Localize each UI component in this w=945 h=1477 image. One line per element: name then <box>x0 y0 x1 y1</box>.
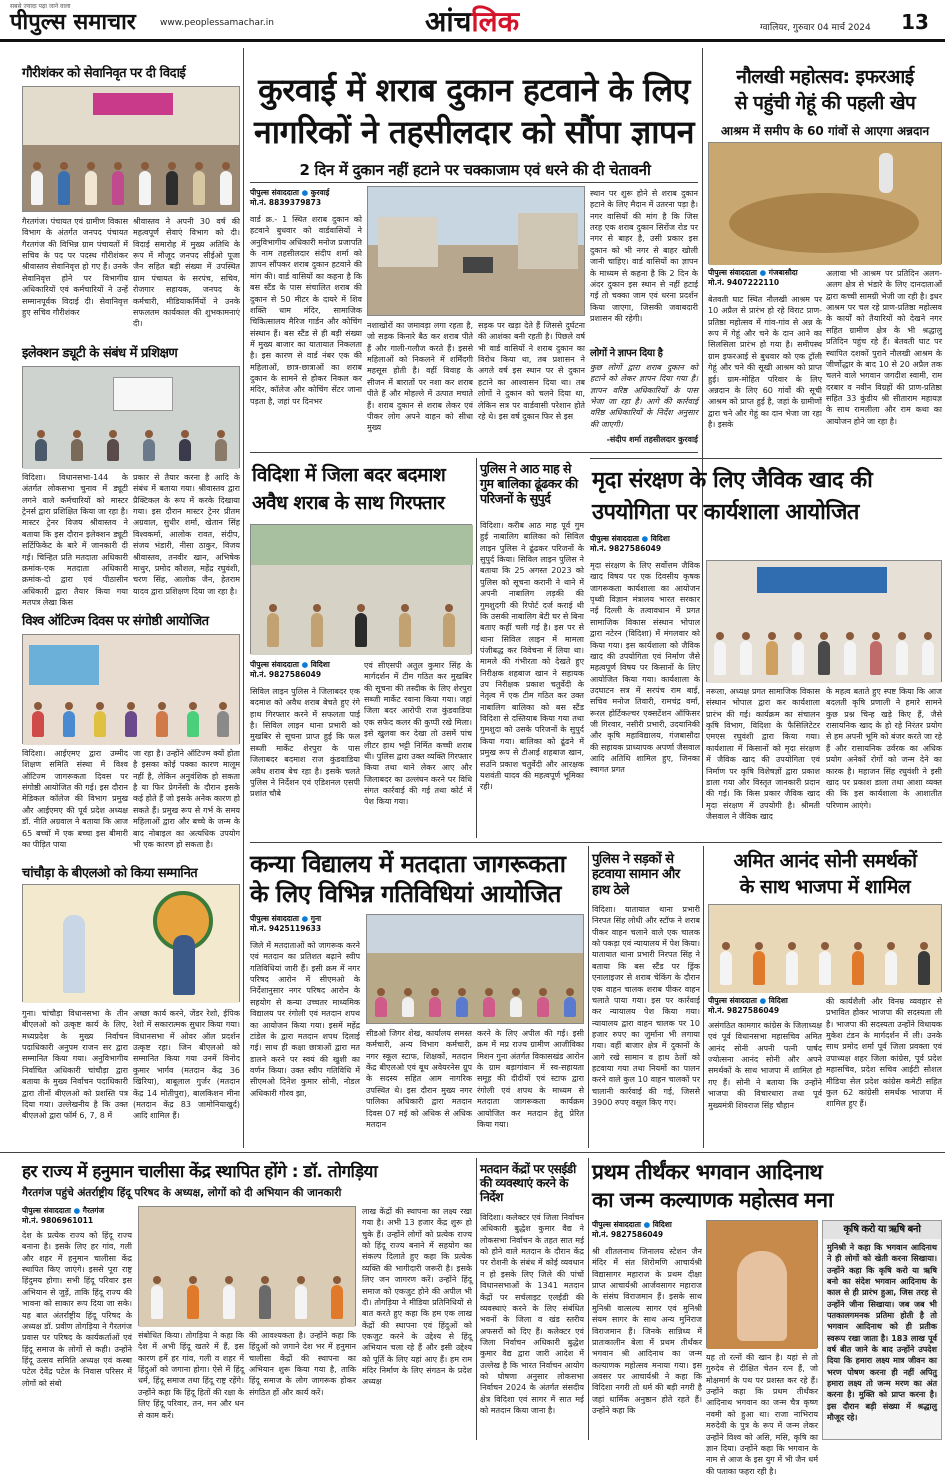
mrida-byline-place: विदिशा <box>650 534 670 543</box>
autism-body-right: जा रहा है। उन्होंने ऑटिज्म क्यों होता है इसका कोई पक्का कारण मालूम नहीं है, लेकिन अनुवंशिक हो सकता है या फिर प्रेगनेंसी के दौरान इसके कई होते हैं जो इसके अनेक कारण हो सकते हैं। प्रमुख रूप से गर्भ के समय महिलाओं द्वारा और बच्चे के जन्म के बाद नोबाइल का अत्यधिक उपयोग भी एक कारण हो सकता है। <box>133 749 240 849</box>
banner-shape <box>93 93 173 115</box>
kurwai-headline-line1: कुरवाई में शराब दुकान हटवाने के लिए <box>258 71 690 109</box>
rally-photo <box>366 914 584 1024</box>
page-number: 13 <box>901 10 929 34</box>
byline-dot-icon: ● <box>641 534 649 543</box>
amit-headline-line2: के साथ भाजपा में शामिल <box>739 876 911 898</box>
hanuman-byline <box>22 1206 132 1226</box>
jila-badar-byline-place: विदिशा <box>310 660 330 669</box>
kurwai-col2: नशाखोरों का जमावड़ा लगा रहता है, जो सड़क किनारे बैठ कर शराब पीते हैं और गाली-गलौज करते हैं। इससे महिलाओं को निकलने में शर्मिंदगी महसूस होती है। वहीं विवाह के सीजन में बारातों पर नशा कर शराब पीते हैं और मोहल्ले में उत्पात मचाते हैं। शराब दुकान से शराब लेकर एवं पीकर लोग अपने वाहन को सीधा मुख्य <box>367 321 473 433</box>
naulakhi-subheadline: आश्रम में समीप के 60 गांवों से आएगा अन्नदान <box>720 124 930 138</box>
hanuman-col2: संबोधित किया। तोगड़िया ने कहा कि देश में अभी हिंदू खतरे में हैं, इस कारण हमें हर गांव, गली व शहर में हिंदुओं को जगाना होगा। ऐसे में हिंदू धर्म, हिंदू समाज तथा हिंदू राष्ट्र रहेंगे। उन्होंने कहा कि हिंदू हितों की रक्षा के लिए हिंदू परिवार, तन, मन और धन से काम करें। <box>138 1331 244 1420</box>
naulakhi-byline <box>708 268 824 288</box>
jila-badar-byline-name: पीपुल्स संवाददाता <box>250 660 299 669</box>
byline-dot-icon: ● <box>301 914 309 923</box>
person-right <box>173 935 195 995</box>
adinath-col2: यह तो रत्नों की खान है। यहां से तो गुरुदेव से दीक्षित चेतन रत्न हैं, जो मोक्षमार्ग के पथ पर प्रशस्त कर रहे हैं। उन्होंने कहा कि प्रथम तीर्थंकर आदिनाथ भगवान का जन्म चैत्र कृष्ण नवमी को हुआ था। राजा नाभिराय मरुदेवी के पुत्र के रूप में जन्म लेकर उन्होंने विश्व को असि, मसि, कृषि का ज्ञान दिया। उन्होंने कहा कि भगवान के नाम से आज के इस युग में भी जैन धर्म की पताका फहरा रही है। <box>706 1353 818 1476</box>
mrida-byline <box>590 534 700 554</box>
column-rule <box>588 846 589 1148</box>
chanchoda-headline: चांचौड़ा के बीएलओ को किया सम्मानित <box>22 866 198 881</box>
building-right <box>518 213 578 269</box>
amit-headline-line1: अमित आनंद सोनी समर्थकों <box>733 850 917 872</box>
dateline: ग्वालियर, गुरुवार 04 मार्च 2024 <box>760 23 871 33</box>
kanya-headline-line2: के लिए विभिन्न गतिविधियां आयोजित <box>250 880 561 908</box>
brand-logo: पीपुल्स समाचार <box>10 9 136 35</box>
kurwai-headline-line2: नागरिकों ने तहसीलदार को सौंपा ज्ञापन <box>254 113 694 151</box>
gaurishankar-body-right: श्रीवास्तव ने अपनी 30 वर्ष की महत्वपूर्ण सेवाएं विभाग को दी। विदाई समारोह में मुख्य अतिथि के रूप में मौजूद जनपद सीईओ पूजा जैन सहित बड़ी संख्या में उपस्थित ग्राम पंचायत के सरपंच, सचिव, रोजगार सहायक, जनपद के कर्मचारी, मीडियाकर्मियों ने उनके सफलतम कार्यकाल की शुभकामनाएं दी। <box>133 217 240 329</box>
kurwai-quote-by: -संदीप शर्मा तहसीलदार कुरवाई <box>606 435 698 444</box>
byline-dot-icon: ● <box>643 1220 651 1229</box>
kurwai-mobile: मो.नं. 8839379873 <box>250 197 322 207</box>
mrida-col2: नरूला, अध्यक्ष प्रगत सामाजिक विकास संस्थान भोपाल द्वारा कर कार्यशाला प्रारंभ की गई। कार्यक्रम का संचालन कृषि विभाग, विदिशा के फैसिलिटेटर एमएस रघुवंशी द्वारा किया गया। कार्यशाला में किसानों को मृदा संरक्षण में जैविक खाद की उपयोगिता एवं निर्माण पर कृषि विशेषज्ञों द्वारा प्रकाश डाला गया और विस्तृत जानकारी प्रदान की गई। कि किस प्रकार जैविक खाद मृदा संरक्षण में उपयोगी है। श्रीमती जैसवाल ने जैविक खाद <box>706 687 820 821</box>
kurwai-byline-place: कुरवाई <box>310 188 330 197</box>
kurwai-col1: वार्ड क्र.- 1 स्थित शराब दुकान को हटवाने बुधवार को वार्डवासियों ने अनुविभागीय अधिकारी मनोज प्रजापति के नाम तहसीलदार संदीप शर्मा को ज्ञापन सौंपकर शराब दुकान हटवाने की मांग की। वार्ड वासियों का कहना है कि बस स्टैंड के पास संचालित शराब की दुकान से 50 मीटर के दायरे में शिव शक्ति धाम मंदिर, सामाजिक चिकित्सालय मैरिज गार्डन और कोचिंग संस्थान हैं। बस स्टैंड से ही बड़ी संख्या में मुख्य बाजार का यातायात निकलता है। इस कारण से वार्ड नंबर एक की महिलाओं, छात्र-छात्राओं का शराब दुकान के सामने से होकर निकल कर मंदिर, कॉलेज और कोचिंग सेंटर जाना पड़ता है, जहां पर दिनभर <box>250 215 362 406</box>
mrida-headline-line1: मृदा संरक्षण के लिए जैविक खाद की <box>592 468 873 493</box>
election-body-left: विदिशा। विधानसभा-144 के अंतर्गत लोकसभा चुनाव में ड्यूटी लगने वाले कर्मचारियों को मास्टर ट्रेनर्स द्वारा प्रशिक्षित किया जा रहा है। मास्टर ट्रेनर विजय श्रीवास्तव ने बताया कि इस दौरान इलेक्शन ड्यूटी सर्टिफिकेट के बारे में जानकारी दी गई। चिन्हित प्रति मतदाता अधिकारी क्रमांक-एक मतदाता अधिकारी क्रमांक-दो द्वारा एवं पीठासीन अधिकारी द्वारा तैयार किया गया मतपत्र लेखा किस <box>22 473 128 607</box>
jila-badar-mobile: मो.नं. 9827586049 <box>250 669 322 679</box>
section-title-part-a: आंच <box>425 5 472 38</box>
row-rule <box>590 458 942 459</box>
naulakhi-headline-line1: नौलखी महोत्सव: इफरआई <box>736 66 914 88</box>
byline-dot-icon: ● <box>301 660 309 669</box>
mrida-col1: मृदा संरक्षण के लिए सर्वोत्तम जैविक खाद विषय पर एक दिवसीय कृषक जागरूकता कार्यशाला का आयोजन पृथ्वी विज्ञान मंत्रालय भारत सरकार नई दिल्ली के तत्वावधान में प्रगत सामाजिक विकास संस्थान भोपाल द्वारा नटेरन (विदिशा) में मंगलवार को किया गया। इस कार्यशाला को जैविक खाद की उपयोगिता एवं निर्माण जैसे महत्वपूर्ण विषय पर किसानों के लिए आयोजित किया गया। कार्यशाला के उदघाटन सत्र में सरपंच राम बाई, सचिव मनोज तिवारी, रामचंद्र वर्मा, रूरल होर्टिकल्चर एक्सटेंशन ऑफिसर जी गिरवार, नसीरी प्रभारी, उदयानिकी और कृषि महाविद्यालय, गंजबासौदा की सहायक प्राध्यापक अपर्णा जैसवाल आदि अतिथि शामिल हुए, जिनका स्वागत प्रगत <box>590 561 700 775</box>
adinath-byline <box>592 1220 702 1240</box>
mrida-headline-line2: उपयोगिता पर कार्यशाला आयोजित <box>592 500 859 525</box>
adinath-byline-name: पीपुल्स संवाददाता <box>592 1220 641 1229</box>
section-title-part-b: लिक <box>471 5 520 38</box>
mrida-col3: के महत्व बताते हुए स्पष्ट किया कि आज बदलती कृषि प्रणाली ने हमारे सामने कुछ प्रश्न चिन्ह खड़े किए हैं, जैसे रासायनिक खाद के हो रहे निरंतर प्रयोग से हम अपनी भूमि को बंजर करते जा रहे हैं और रासायनिक उर्वरक का अधिक प्रयोग अनेकों रोगों को जन्म देने का कारक है। महाजन सिंह रघुवंशी ने इसी खाद पर प्रकाश डाला तथा आशा व्यक्त की कि इस कार्यशाला के आशातीत परिणाम आएंगे। <box>826 687 942 810</box>
kurwai-col4: स्थान पर शुरू होने से शराब दुकान हटाने के लिए मैदान में उतरना पड़ा है। नगर वासियों की मांग है कि जिस तरह एक शराब दुकान सिरोंज रोड पर नगर से बाहर है, उसी प्रकार इस दुकान को भी नगर से बाहर खोली जानी चाहिए। वार्ड वासियों का ज्ञापन के माध्यम से कहना है कि 2 दिन के अंदर दुकान इस स्थान से नहीं हटाई गई तो चक्का जाम एवं धरना प्रदर्शन किया जाएगा, जिसकी जवाबदारी प्रशासन की रहेगी। <box>590 189 698 323</box>
row-rule <box>250 842 942 843</box>
poster-shape <box>29 645 99 685</box>
banner-shape <box>757 567 887 593</box>
wheat-pile <box>729 193 919 253</box>
wall-shape <box>251 525 473 565</box>
naulakhi-byline-name: पीपुल्स संवाददाता <box>708 268 757 277</box>
hanuman-col3: लाख केंद्रों की स्थापना का लक्ष्य रखा गया है। अभी 13 हजार केंद्र शुरू हो चुके हैं। उन्होंने लोगों को प्रत्येक राज्य को हिंदू राज्य बनाने में सहयोग का संकल्प दिलाते हुए कहा कि प्रत्येक व्यक्ति की भागीदारी जरूरी है। इसके लिए जन जागरण करें। उन्होंने हिंदू समाज को एकजुट होने की अपील भी दी। तोगड़िया ने मीडिया प्रतिनिधियों से बात करते हुए कहा कि हम एक लाख केंद्रों की स्थापना एवं हिंदुओं को एकजुट करने के उद्देश्य से हिंदू अभियान चला रहे हैं और इसी उद्देश्य को पूर्ति के लिए यहां आए हैं। हम राम मंदिर निर्माण के लिए संगठन के प्रदेश अध्यक्ष <box>362 1207 472 1387</box>
kurwai-col3: सड़क पर खड़ा देते हैं जिससे दुर्घटना की आशंका बनी रहती है। पिछले वर्ष भी वार्ड वासियों ने शराब दुकान का विरोध किया था, तब प्रशासन ने अगले वर्ष इस स्थान पर से दुकान हटाने का आश्वासन दिया था। तब लोगों ने दुकान को चलने दिया था, लेकिन सत्र पर वार्डवासी परेशान होते रहे थे। इस वर्ष दुकान फिर से इस <box>478 321 585 421</box>
autism-headline: विश्व ऑटिज्म दिवस पर संगोष्ठी आयोजित <box>22 614 209 629</box>
monk-photo <box>706 1220 818 1348</box>
person-standing <box>879 153 893 193</box>
byline-dot-icon: ● <box>73 1206 81 1215</box>
election-headline: इलेक्शन ड्यूटी के संबंध में प्रशिक्षण <box>22 346 178 361</box>
amit-byline-name: पीपुल्स संवाददाता <box>708 996 757 1005</box>
hanuman-headline: हर राज्य में हनुमान चालीसा केंद्र स्थापित होंगे : डॉ. तोगड़िया <box>22 1162 378 1182</box>
kanya-col4: करने के लिए अपील की गई। इसी क्रम में मप्र राज्य ग्रामीण आजीविका मिशन गुना अंतर्गत विकासखंड आरोन के ग्राम बड़ागांवान में स्व-सहायता समूह की दीदीयों एवं स्टाफ द्वारा रंगोली एवं शपथ के माध्यम से मतदाता जागरूकता कार्यक्रम आयोजित कर मतदान हेतु प्रेरित किया गया। <box>477 1029 584 1129</box>
farewell-photo <box>22 86 240 212</box>
police-group <box>251 613 471 647</box>
chanchoda-body-left: गुना। चांचौड़ा विधानसभा के तीन बीएलओ को उत्कृष्ट कार्य के लिए, मध्यप्रदेश के मुख्य निर्वाचन पदाधिकारी अनुपम राजन सर द्वारा सम्मानित किया गया। अनुविभागीय निर्वाचित अधिकारी चांचौड़ा द्वारा बताया के मुख्य निर्वाचन पदाधिकारी द्वारा तीनों बीएलओ को प्रशस्ति पत्र दिया गया। उल्लेखनीय है कि उक्त बीएलओ द्वारा फॉर्म 6, 7, 8 में <box>22 1009 128 1121</box>
row-rule <box>250 452 698 453</box>
byline-dot-icon: ● <box>301 188 309 197</box>
adinath-box-head: कृषि करो या ऋषि बनो <box>823 1221 941 1239</box>
adinath-headline-line2: का जन्म कल्याणक महोत्सव मना <box>592 1188 833 1212</box>
byline-dot-icon: ● <box>759 268 767 277</box>
amit-byline <box>708 996 822 1016</box>
police-road-col1: विदिशा। यातायात थाना प्रभारी निरपत सिंह लोधी और स्टॉफ ने शराब पीकर वाहन चलाने वाले एक चालक को पकड़ा एवं न्यायालय में पेश किया। यातायात थाना प्रभारी निरपत सिंह ने बताया कि बस स्टैंड पर ड्रिंक एनालाइजर से शराब चेकिंग के दौरान एक वाहन चालक शराब पीकर वाहन चलाते पाया गया। इस पर कार्रवाई कर न्यायालय पेश किया गया। न्यायालय द्वारा वाहन चालक पर 10 हजार रुपए का जुर्माना भी लगाया गया। वहीं बाजार क्षेत्र में दुकानों के आगे रखे सामान व हाथ ठेलों को हटवाया गया तथा नियमों का पालन करने वाले कुल 10 वाहन चालकों पर चालानी कार्रवाई की गई, जिससे 3900 रुपए वसूल किए गए। <box>592 905 700 1108</box>
masthead <box>0 0 945 42</box>
jila-badar-headline-line1: विदिशा में जिला बदर बदमाश <box>252 464 446 486</box>
mrida-mobile: मो.नं. 9827586049 <box>590 543 662 553</box>
workshop-photo <box>706 560 942 682</box>
monk-figure <box>737 1251 787 1341</box>
police-girl-headline: पुलिस ने आठ माह से गुम बालिका ढूंढकर की परिजनों के सुपुर्द <box>480 461 578 506</box>
kurwai-byline <box>250 188 362 208</box>
police-road-headline: पुलिस ने सड़कों से हटवाया सामान और हाथ ठेले <box>592 852 680 898</box>
column-rule <box>703 846 704 1148</box>
brand-tagline: सबसे ज्यादा पढ़ा जाने वाला <box>10 3 71 10</box>
seated-people <box>23 439 239 461</box>
adinath-mobile: मो.नं. 9827586049 <box>592 1229 664 1239</box>
arrest-photo <box>250 524 472 654</box>
projector-screen <box>113 377 173 411</box>
kanya-headline-line1: कन्या विद्यालय में मतदाता जागरूकता <box>250 850 566 878</box>
amit-col1: असंगठित कामगार कांग्रेस के जिलाध्यक्ष एवं पूर्व विधानसभा महासचिव अमित आनंद सोनी अपनी पत्नी पार्षद ज्योत्सना आनंद सोनी और अपने समर्थकों के साथ भाजपा में शामिल हो गए हैं। सोनी ने बताया कि उन्होंने भाजपा की विचारधारा तथा पूर्व मुख्यमंत्री शिवराज सिंह चौहान <box>708 1021 822 1110</box>
gaurishankar-headline: गौरीशंकर को सेवानिवृत पर दी विदाई <box>22 66 186 81</box>
amit-mobile: मो.नं. 9827586049 <box>708 1005 780 1015</box>
naulakhi-mobile: मो.नं. 9407222110 <box>708 277 780 287</box>
adinath-col1: श्री शीतलनाथ जिनालय स्टेशन जैन मंदिर में संत शिरोमणि आचार्यश्री विद्यासागर महाराज के प्रथम दीक्षा प्राप्त आचार्यश्री आर्जवसागर महाराज के संसंघ विराजमान हैं। इसके साथ मुनिश्री वात्सल्य सागर एवं मुनिश्री संयम सागर के साथ अन्य मुनिराज विराजमान हैं। जिनके सान्निध्य में प्रातःकालीन बेला में प्रथम तीर्थंकर भगवान श्री आदिनाथ का जन्म कल्याणक महोत्सव मनाया गया। इस अवसर पर आचार्यश्री ने कहा कि विदिशा नगरी तो धर्म की बड़ी नगरी है जहां धार्मिक अनुष्ठान होते रहते हैं। उन्होंने कहा कि <box>592 1247 702 1416</box>
liquor-shop-street-photo <box>367 186 585 316</box>
audience-group <box>23 711 239 737</box>
row-rule <box>250 182 698 183</box>
column-rule <box>476 458 477 838</box>
election-body-right: प्रकार से तैयार करना है आदि के संबंध में बताया गया। श्रीवास्तव द्वारा प्रैक्टिकल के रूप में करके दिखाया गया। इस दौरान मास्टर ट्रेनर प्रीतम अग्रवाल, सुधीर शर्मा, खेतान सिंह विश्वकर्मा, आलोक रावत, संदीप, संजय भंडारी, नीसा ठाकुर, विजय श्रीवास्तव, तनवीर खान, अभिषेक माथुर, प्रमोद कौशल, महेंद्र रघुवंशी, चरण सिंह, आलोक जैन, हेतराम यादव द्वारा प्रशिक्षण दिया जा रहा है। <box>133 473 240 596</box>
eidi-col1: विदिशा। कलेक्टर एवं जिला निर्वाचन अधिकारी बुद्धेश कुमार वैद्य ने लोकसभा निर्वाचन के तहत सात मई को होने वाले मतदान के दौरान केंद्र पर रोशनी के संबंध में कोई व्यवधान न हो इसके लिए जिले की पांचों विधानसभाओं के 1341 मतदान केंद्रों पर सर्चलाइट एलईडी की व्यवस्थाएं करने के लिए संबंधित भवनों के जिला व खंड स्तरीय अफसरों को दिए हैं। कलेक्टर एवं जिला निर्वाचन अधिकारी बुद्धेश कुमार वैद्य द्वारा जारी आदेश में उल्लेख है कि भारत निर्वाचन आयोग को घोषणा अनुसार लोकसभा निर्वाचन 2024 के अंतर्गत संसदीय क्षेत्र विदिशा एवं सागर में सात मई को मतदान किया जाना है। <box>480 1213 584 1416</box>
joining-photo <box>708 904 942 992</box>
hanuman-col1: देश के प्रत्येक राज्य को हिंदू राज्य बनाना है। इसके लिए हर गांव, गली और शहर में हनुमान चालीसा केंद्र स्थापित किए जाएंगे। इससे पूरा राष्ट्र हिंदुमय होगा। सभी हिंदू परिवार इस अभियान से जुड़ें, ताकि हिंदू राज्य की भावना को साकार रूप दिया जा सके। यह बात अंतर्राष्ट्रीय हिंदू परिषद के अध्यक्ष डॉ. प्रवीण तोगड़िया ने गैरतगंज प्रवास पर परिषद के कार्यकर्ताओं एवं हिंदू समाज के लोगों से कही। उन्होंने हिंदू उत्सव समिति अध्यक्ष एवं कस्बा पटेल देवेंद्र पटेल के निवास परिसर में लोगों को संबो <box>22 1231 132 1388</box>
kurwai-byline-name: पीपुल्स संवाददाता <box>250 188 299 197</box>
naulakhi-col1: बेतवती घाट स्थित नौलखी आश्रम पर 10 अप्रैल से प्रारंभ हो रहे विराट प्राण-प्रतिष्ठा महोत्सव में गांव-गांव से अन्न के रूप में गेहूं और चने के दान आने का सिलसिला प्रारंभ हो गया है। समीपस्थ ग्राम इफरआई से बुधवार को एक ट्रॉली गेहूं और चने की सूखी आश्रम को प्राप्त हुई। ग्राम-मोहित परिवार के लिए अन्नदान के लिए 60 गांवों की सूची आश्रम को प्राप्त हुई है, जहां के ग्रामीणों द्वारा चने और गेहूं का दान भेजा जा रहा है। इसके <box>708 295 822 429</box>
kanya-byline-place: गुना <box>310 914 322 923</box>
kanya-byline-name: पीपुल्स संवाददाता <box>250 914 299 923</box>
adinath-sidebar-box <box>822 1220 942 1440</box>
mrida-byline-name: पीपुल्स संवाददाता <box>590 534 639 543</box>
togadia-photo <box>138 1206 356 1326</box>
kurwai-quote-head: लोगों ने ज्ञापन दिया है <box>590 348 663 359</box>
building-left <box>378 217 438 267</box>
training-photo <box>22 366 240 468</box>
jila-badar-col1: सिविल लाइन पुलिस ने जिलाबदर एक बदमाश को अवैध शराब बेचते हुए रंगे हाथ गिरफ्तार करने में सफलता पाई है। सिविल लाइन थाना प्रभारी को मुखबिर से सूचना प्राप्त हुई कि फल सब्जी मार्केट शेरपुरा के पास जिलाबदर बदमाश राज कुंडवाडिया अवैध शराब बेच रहा है। इसके चलते पुलिस ने निर्देशन एवं एडिशनल एसपी प्रशांत चौबे <box>250 687 360 799</box>
amit-byline-place: विदिशा <box>768 996 788 1005</box>
website-link[interactable]: www.peoplessamachar.in <box>160 18 274 28</box>
column-rule <box>588 1158 589 1440</box>
hanuman-subheadline: गैरतगंज पहुंचे अंतर्राष्ट्रीय हिंदू परिषद के अध्यक्ष, लोगों को दी अभियान की जानकारी <box>22 1187 342 1199</box>
award-photo <box>22 884 240 1002</box>
naulakhi-byline-place: गंजबासौदा <box>768 268 798 277</box>
kanya-mobile: मो.नं. 9425119633 <box>250 923 322 933</box>
kanya-col1: जिले में मतदाताओं को जागरूक करने एवं मतदान का प्रतिशत बढ़ाने स्वीप गतिविधियां जारी हैं। इसी क्रम में नगर परिषद आरोन में सीएमओ के निर्देशानुसार नगर परिषद आरोन के सहयोग से कन्या उच्चतर माध्यमिक विद्यालय पर रंगोली एवं मतदान शपथ का आयोजन किया गया। इसमें महेंद्र टांडेल के द्वारा मतदान शपथ दिलाई गई। साथ ही कक्षा छात्राओं द्वारा मत डालने करने पर स्वयं की खुशी का वर्णन किया। उक्त स्वीप गतिविधि में सीएमओ दिनेश कुमार सोनी, नोडल अधिकारी गौरव झा, <box>250 941 360 1098</box>
hanuman-byline-name: पीपुल्स संवाददाता <box>22 1206 71 1215</box>
wheat-photo <box>708 142 942 264</box>
jila-badar-byline <box>250 660 360 680</box>
police-girl-col1: विदिशा। करीब आठ माह पूर्व गुम हुई नाबालिग बालिका को सिविल लाइन पुलिस ने ढूंढकर परिजनों के सुपुर्द किया। सिविल लाइन पुलिस ने बताया कि 25 अगस्त 2023 को पुलिस को सूचना करानी ने थाने में अपनी नाबालिग लड़की की गुमशुदगी की रिपोर्ट दर्ज कराई थी कि उसकी नाबालिग बेटी घर से बिना बताए कहीं चली गई है। इस पर से थाना सिविल लाइन में मामला पंजीबद्ध कर विवेचना में लिया था। मामले की गंभीरता को देखते हुए निरीक्षक शहबाज खान ने सहायक उप निरीक्षक प्रकाश चतुर्वेदी के नेतृत्व में एक टीम गठित कर उक्त नाबालिग बालिका को बस स्टैंड विदिशा से दस्तियाब किया गया तथा गुमशुदा को उसके परिजनों के सुपुर्द किया गया। बालिका को ढूंढने में प्रमुख रूप से टीआई शहबाज खान, सउनि प्रकाश चतुर्वेदी और आरक्षक यशवंती यादव की महत्वपूर्ण भूमिका रही। <box>480 521 584 792</box>
hanuman-byline-place: गैरतगंज <box>82 1206 105 1215</box>
jila-badar-headline-line2: अवैध शराब के साथ गिरफ्तार <box>252 492 445 514</box>
seminar-photo <box>22 634 240 744</box>
adinath-headline-line1: प्रथम तीर्थंकर भगवान आदिनाथ <box>592 1160 823 1184</box>
kurwai-subheadline: 2 दिन में दुकान नहीं हटाने पर चक्काजाम एवं धरने की दी चेतावनी <box>299 161 651 179</box>
naulakhi-col2: अलावा भी आश्रम पर प्रतिदिन अलग-अलग क्षेत्र से भंडारे के लिए दानदाताओं द्वारा कच्ची सामग्री भेजी जा रही है। इधर आश्रम पर चल रहे प्राण-प्रतिष्ठा महोत्सव के कार्यों को तैयारियों को देखने नगर सहित ग्रामीण क्षेत्र के भी श्रद्धालु प्रतिदिन पहुंच रहे हैं। बेतवती घाट पर स्थापित दशकों पुराने नौलखी आश्रम के जीर्णोद्धार के बाद 10 से 20 अप्रैल तक चलने वाले भगवान जगदीश स्वामी, राम दरबार व नवीन विग्रहों की प्राण-प्रतिष्ठा सहित 33 कुंडीय श्री सीताराम महायज्ञ के साथ रामलीला और राम कथा का आयोजन होने जा रहा है। <box>826 269 942 426</box>
hanuman-col4: की आवश्यकता है। उन्होंने कहा कि हिंदुओं को जगाने देश भर में हनुमान चालीसा केंद्रों की स्थापना का अभियान शुरू किया गया है, ताकि हिंदू समाज के लोग जागरूक होकर संगठित हों और कार्य करें। <box>249 1331 356 1397</box>
chanchoda-body-right: अच्छा कार्य करने, जेंडर रेशो, ईपिक रेशो में सकारात्मक सुधार किया गया। विधानसभा में ओवर ऑल प्रदर्शन उत्कृष्ट रहा। जिन बीएलओ को सम्मानित किया गया उनमें विनोद कुमार भार्गव (मतदान केंद्र 36 खिरिया), बाबूलाल गुर्जर (मतदान केंद्र 14 मोतीपुरा), बालकिशन मीना (मतदान केंद्र 83 जामोनियाखुर्द) आदि शामिल हैं। <box>133 1009 240 1121</box>
byline-dot-icon: ● <box>759 996 767 1005</box>
column-rule <box>476 1158 477 1440</box>
amit-col2: की कार्यशैली और विनम्र व्यवहार से प्रभावित होकर भाजपा की सदस्यता ली है। भाजपा की सदस्यता उन्होंने विधायक मुकेश टंडन के मार्गदर्शन में ली। उनके साथ प्रमोद शर्मा पूर्व जिला प्रवक्ता एवं उपाध्यक्ष शहर जिला कांग्रेस, पूर्व प्रदेश महासचिव, प्रदेश सचिव आईटी सोशल मीडिया सेल प्रदेश कांग्रेस कमेटी सहित कुल 62 कांग्रेसी समर्थक भाजपा में शामिल हुए हैं। <box>826 997 942 1109</box>
naulakhi-headline-line2: से पहुंची गेहूं की पहली खेप <box>734 92 916 114</box>
supporters-group <box>709 951 941 985</box>
crowd-group <box>139 1285 355 1319</box>
column-rule <box>243 48 244 1148</box>
eidi-headline: मतदान केंद्रों पर एसईडी की व्यवस्थाएं करने के निर्देश <box>480 1162 576 1205</box>
kurwai-quote: कुछ लोगों द्वारा शराब दुकान को हटाने को लेकर ज्ञापन दिया गया है। ज्ञापन वरिष्ठ अधिकारियों के पास भेजा जा रहा है। आगे की कार्रवाई वरिष्ठ अधिकारियों के निर्देश अनुसार की जाएगी। <box>590 363 698 429</box>
people-group <box>23 171 239 205</box>
hanuman-mobile: मो.नं. 9806961011 <box>22 1215 94 1225</box>
person-left <box>63 915 85 993</box>
kanya-byline <box>250 914 360 934</box>
jila-badar-col2: एवं सीएसपी अतुल कुमार सिंह के मार्गदर्शन में टीम गठित कर मुखबिर की सूचना की तस्दीक के लिए शेरपुरा सब्जी मार्केट रवाना किया गया। जहां जिला बदर आरोपी राज कुंडवाडिया एक सफेद कलर की कुप्पी रखे मिला। इसे खुलवा कर देखा तो उसमें पांच लीटर हाथ भट्टी निर्मित कच्ची शराब थी। पुलिस द्वारा उक्त व्यक्ति गिरफ्तार किया तथा थाने लेकर आए और जिलाबदर का उल्लंघन करने पर विधि संगत कार्रवाई की गई तथा कोर्ट में पेश किया गया। <box>364 661 472 807</box>
autism-body-left: विदिशा। आईएमए द्वारा उम्मीद शिक्षण समिति संस्था में विश्व ऑटिज्म जागरूकता दिवस पर संगोष्ठी आयोजित की गई। इस दौरान मेडिकल कॉलेज की विभाग प्रमुख और आईएमए की पूर्व प्रदेश अध्यक्ष डॉ. नीति अग्रवाल ने बताया कि आज 65 बच्चों में एक बच्चा इस बीमारी का पीड़ित पाया <box>22 749 128 849</box>
section-title <box>425 2 519 40</box>
adinath-byline-place: विदिशा <box>652 1220 672 1229</box>
students-group <box>367 997 583 1017</box>
gaurishankar-body-left: गैरतगंज। पंचायत एवं ग्रामीण विकास विभाग के अंतर्गत जनपद पंचायत गैरतगंज की विभिन्न ग्राम पंचायतों में सचिव के पद पर पदस्थ गौरीशंकर श्रीवास्तव सेवानिवृत्त हो गए हैं। उनके सेवानिवृत्त होने पर विभागीय अधिकारियों एवं कर्मचारियों ने उन्हें सम्मानपूर्वक विदाई दी। सेवानिवृत्त हुए सचिव गौरीशंकर <box>22 217 128 317</box>
farmers-group <box>707 641 941 675</box>
row-rule <box>0 1152 945 1153</box>
vehicle <box>463 257 493 273</box>
column-rule <box>702 48 703 808</box>
kanya-col2: सीडओ जिगर शेख, कार्यालय समस्त कर्मचारी, अन्य विभाग कर्मचारी, नगर स्कूल स्टाफ, शिक्षकों, मतदान केंद्र बीएलओ एवं बूथ अवेयरनेस ग्रुप के सदस्य सहित आम नागरिक उपस्थित थे। इस दौरान मुख्य नगर पालिका अधिकारी द्वारा मतदान दिवस 07 मई को अधिक से अधिक मतदान <box>366 1029 472 1129</box>
adinath-box-body: मुनिश्री ने कहा कि भगवान आदिनाथ ने ही लोगों को खेती करना सिखाया। उन्होंने कहा कि कृषि करो या ऋषि बनो का संदेश भगवान आदिनाथ के काल से ही प्रारंभ हुआ, जिस तरह से उन्होंने जीना सिखाया। जब जब भी पतकालगमनक प्रतिमा होती है तो भगवान आदिनाथ को ही प्रतीक स्वरूप रखा जाता है। 183 लाख पूर्व वर्ष बीत जाने के बाद उन्होंने उपदेश दिया कि हमारा लक्ष्य मात्र जीवन का भरण पोषण करना ही नहीं अपितु हमारा लक्ष्य तो जन्म मरण का अंत करना है। मुक्ति को प्राप्त करना है। इस दौरान बड़ी संख्या में श्रद्धालु मौजूद रहे। <box>827 1242 937 1423</box>
